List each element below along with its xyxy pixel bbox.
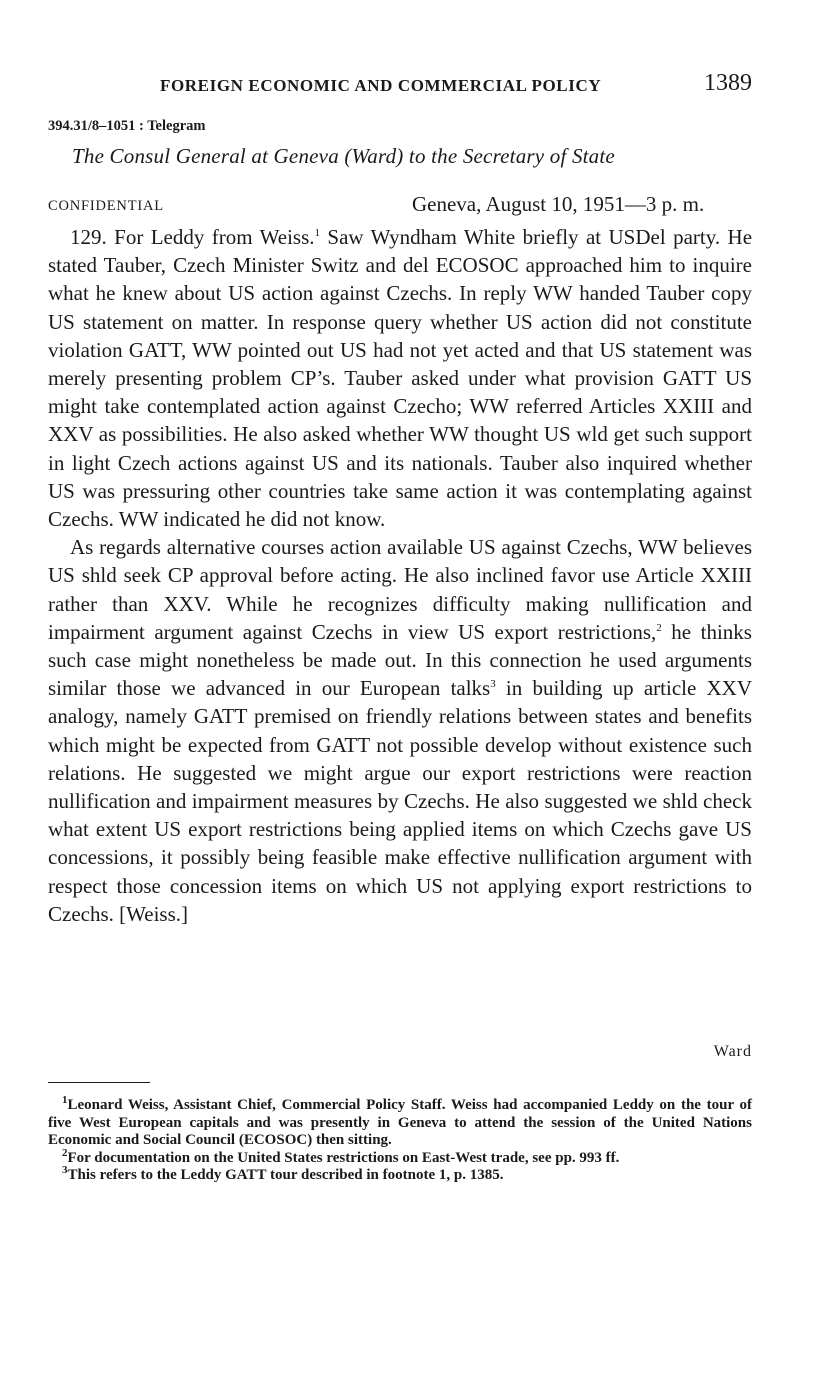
paragraph-2-text-c: in building up article XXV analogy, namely GATT premised on friendly relations between states and benefits which might be expected from GATT not possible develop without existence such relations. He suggested we might argue our export restrictions were reaction nullification and impairment measures by Czechs. He also suggested we shld check what extent US export restrictions being applied items on which Czechs gave US concessions, it possibly being feasible make effective nullification argument with respect those concession items on which US not applying export restrictions to Czechs. [Weiss.] <box>48 676 752 926</box>
signature: Ward <box>713 1043 752 1060</box>
footnote-ref-2[interactable]: 2 <box>656 621 662 634</box>
paragraph-2 <box>48 533 752 928</box>
footnote-2 <box>48 1146 752 1168</box>
footnote-divider <box>48 1082 150 1083</box>
telegram-body <box>48 223 752 928</box>
footnote-3-text: This refers to the Leddy GATT tour described in footnote 1, p. 1385. <box>67 1167 504 1183</box>
footnote-2-text: For documentation on the United States restrictions on East-West trade, see pp. 993 ff. <box>67 1149 620 1166</box>
footnote-ref-3[interactable]: 3 <box>490 678 496 691</box>
section-title: FOREIGN ECONOMIC AND COMMERCIAL POLICY <box>160 76 602 95</box>
dateline: Geneva, August 10, 1951—3 p. m. <box>412 192 705 216</box>
paragraph-1-text-b: Saw Wyndham White briefly at USDel party. He stated Tauber, Czech Minister Switz and del ECOSOC approached him to inquire what he knew about US action against Czechs. In reply WW handed Tauber copy US statement on matter. In response query whether US action did not constitute violation GATT, WW pointed out US had not yet acted and that US statement was merely presenting problem CP’s. Tauber asked under what provision GATT US might take contemplated action against Czecho; WW referred Articles XXIII and XXV as possibilities. He also asked whether WW thought US wld get such support in light Czech actions against US and its nationals. Tauber also inquired whether US was pressuring other countries take same action it was contemplating against Czechs. WW indicated he did not know. <box>48 225 753 532</box>
paragraph-2-text-b: he thinks such case might nonetheless be made out. In this connection he used arguments similar those we advanced in our European talks <box>48 619 752 701</box>
footnote-ref-1[interactable]: 1 <box>314 227 321 239</box>
footnotes <box>48 1094 752 1185</box>
footnote-3 <box>48 1164 752 1185</box>
file-number: 394.31/8–1051 : Telegram <box>48 118 206 134</box>
footnote-mark-3: 3 <box>62 1164 68 1176</box>
paragraph-1-text-a: 129. For Leddy from Weiss. <box>70 225 315 249</box>
footnote-mark-1: 1 <box>62 1094 68 1106</box>
footnote-mark-2: 2 <box>62 1146 68 1159</box>
classification: CONFIDENTIAL <box>48 198 164 214</box>
page-number: 1389 <box>704 70 752 96</box>
footnote-1 <box>48 1094 752 1150</box>
paragraph-2-text-a: As regards alternative courses action available US against Czechs, WW believes US shld seek CP approval before acting. He also inclined favor use Article XXIII rather than XXV. While he recognizes difficulty making nullification and impairment argument against Czechs in view US export restrictions, <box>48 535 752 644</box>
footnote-1-text: Leonard Weiss, Assistant Chief, Commercial Policy Staff. Weiss had accompanied Leddy on the tour of five West European capitals and was presently in Geneva to attend the session of the United Nations Economic and Social Council (ECOSOC) then sitting. <box>48 1097 752 1148</box>
running-head <box>0 70 752 104</box>
paragraph-1 <box>48 223 752 533</box>
document-title: The Consul General at Geneva (Ward) to the Secretary of State <box>72 144 615 168</box>
